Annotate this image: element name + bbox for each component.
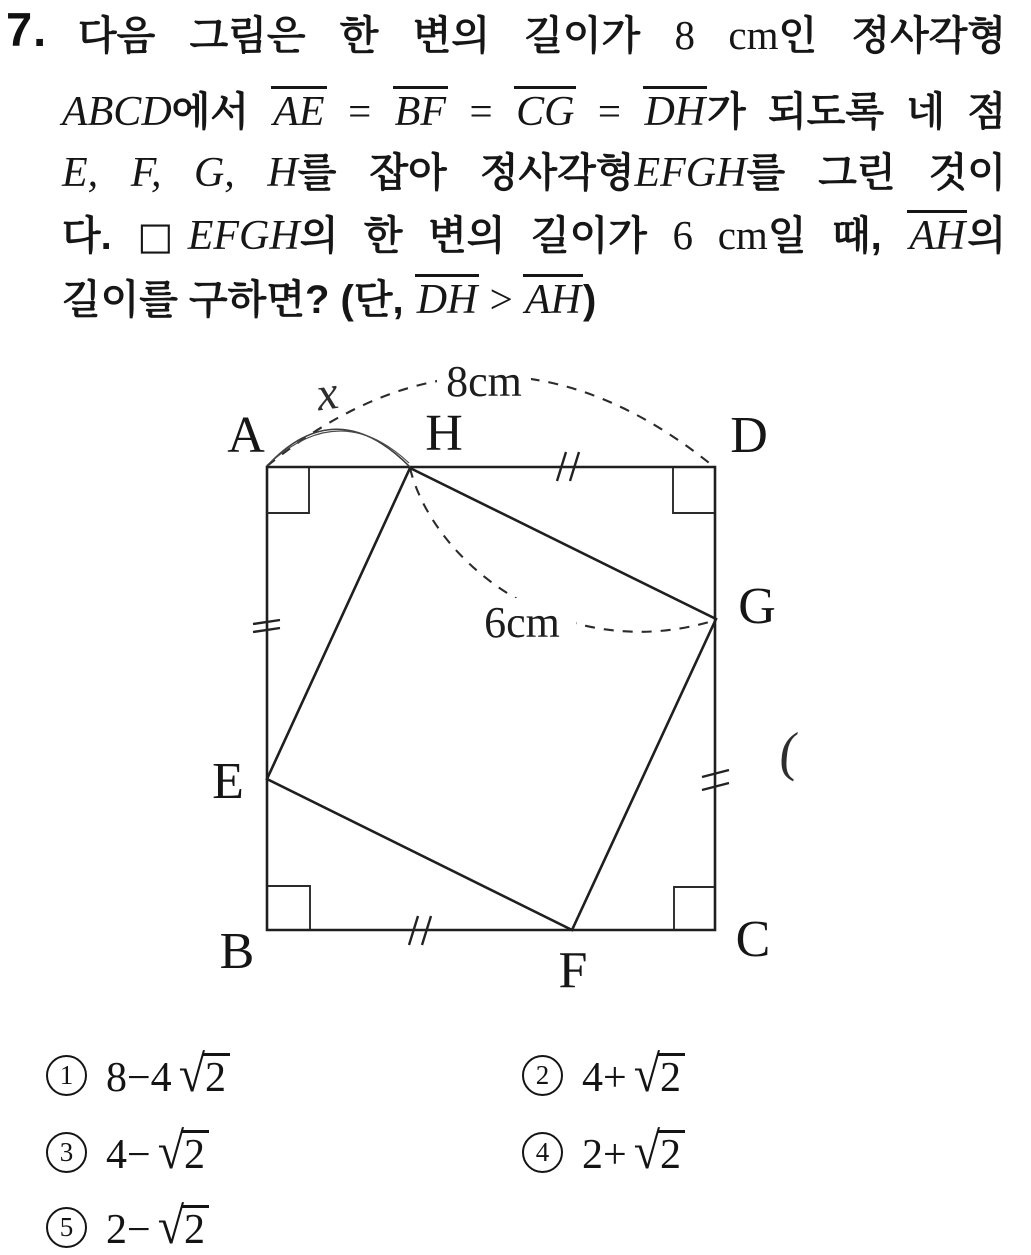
text-segment: □: [137, 214, 188, 258]
text-segment: EFGH: [187, 213, 300, 259]
text-segment: ): [582, 278, 597, 322]
choice-number: 1: [46, 1055, 87, 1096]
choice-expression: [582, 1122, 685, 1180]
text-segment: 를 잡아 정사각형: [297, 151, 635, 195]
text-segment: 의 한 변의 길이가: [299, 214, 673, 258]
choice-expression-prefix: 4−: [106, 1131, 151, 1178]
answer-choice-5: [46, 1199, 209, 1255]
radical-sign: √: [157, 1122, 185, 1180]
measurement-label-6cm: 6cm: [484, 598, 560, 647]
text-segment: 일 때,: [767, 214, 908, 258]
text-segment: DH: [415, 274, 480, 322]
text-segment: =: [576, 88, 643, 134]
radicand: 2: [203, 1053, 230, 1099]
radicand: 2: [182, 1130, 209, 1176]
radical-sign: √: [178, 1045, 206, 1103]
choice-number: 4: [522, 1132, 563, 1173]
radical-sign: √: [633, 1045, 661, 1103]
text-segment: CG: [514, 86, 576, 134]
problem-number: 7.: [6, 3, 48, 56]
choice-expression: [582, 1045, 685, 1103]
radicand: 2: [658, 1130, 685, 1176]
vertex-label-a: A: [227, 407, 265, 464]
choice-expression: [106, 1045, 230, 1103]
answer-choice-4: [522, 1124, 685, 1180]
text-segment: AH: [523, 274, 583, 322]
vertex-label-g: G: [738, 578, 776, 635]
text-segment: 인 정사각형: [778, 14, 1006, 58]
text-segment: EFGH: [634, 150, 747, 196]
choice-expression: [106, 1122, 209, 1180]
text-segment: 8 cm: [674, 12, 779, 58]
choice-expression-prefix: 4+: [582, 1054, 627, 1101]
vertex-label-f: F: [558, 942, 588, 999]
text-segment: 의: [967, 214, 1007, 258]
text-segment: BF: [393, 86, 448, 134]
choice-number: 2: [522, 1055, 563, 1096]
text-segment: 에서: [171, 90, 272, 134]
radicand: 2: [658, 1053, 685, 1099]
radical-sign: √: [157, 1197, 185, 1255]
text-segment: E, F, G, H: [62, 150, 298, 196]
text-segment: DH: [643, 86, 708, 134]
text-segment: 6 cm: [672, 212, 768, 258]
handwritten-x-mark: x: [312, 365, 342, 422]
text-segment: 다.: [62, 214, 138, 258]
text-segment: 다음 그림은 한 변의 길이가: [78, 14, 675, 58]
right-angle-mark-a: [267, 468, 309, 513]
stray-paren-mark: (: [776, 721, 800, 783]
choice-expression-prefix: 8−4: [106, 1054, 172, 1101]
text-segment: AE: [271, 86, 326, 134]
vertex-label-d: D: [730, 407, 768, 464]
answer-choice-1: [46, 1047, 230, 1103]
text-segment: 길이를 구하면? (단,: [62, 278, 415, 322]
vertex-label-b: B: [219, 923, 255, 980]
vertex-label-c: C: [735, 911, 771, 968]
choice-number: 3: [46, 1132, 87, 1173]
radical-sign: √: [633, 1122, 661, 1180]
text-segment: AH: [907, 210, 967, 258]
choice-expression-prefix: 2−: [106, 1206, 151, 1253]
right-angle-mark-d: [673, 468, 714, 513]
radicand: 2: [182, 1205, 209, 1251]
answer-choice-2: [522, 1047, 685, 1103]
text-segment: >: [479, 276, 523, 322]
choice-number: 5: [46, 1207, 87, 1248]
text-segment: 가 되도록 네 점: [707, 90, 1007, 134]
text-segment: =: [326, 88, 393, 134]
inner-square-efgh: [267, 468, 716, 930]
right-angle-mark-b: [268, 886, 310, 929]
text-segment: =: [447, 88, 515, 134]
handwritten-arc-ah-2: [272, 431, 409, 463]
vertex-label-h: H: [425, 405, 463, 462]
measurement-label-8cm: 8cm: [446, 357, 522, 406]
answer-choice-3: [46, 1124, 209, 1180]
outer-square-abcd: [267, 467, 715, 930]
right-angle-mark-c: [674, 887, 714, 929]
text-segment: ABCD: [62, 89, 172, 135]
text-segment: 를 그린 것이: [746, 151, 1006, 195]
choice-expression-prefix: 2+: [582, 1131, 627, 1178]
choice-expression: [106, 1197, 209, 1255]
vertex-label-e: E: [212, 753, 244, 810]
